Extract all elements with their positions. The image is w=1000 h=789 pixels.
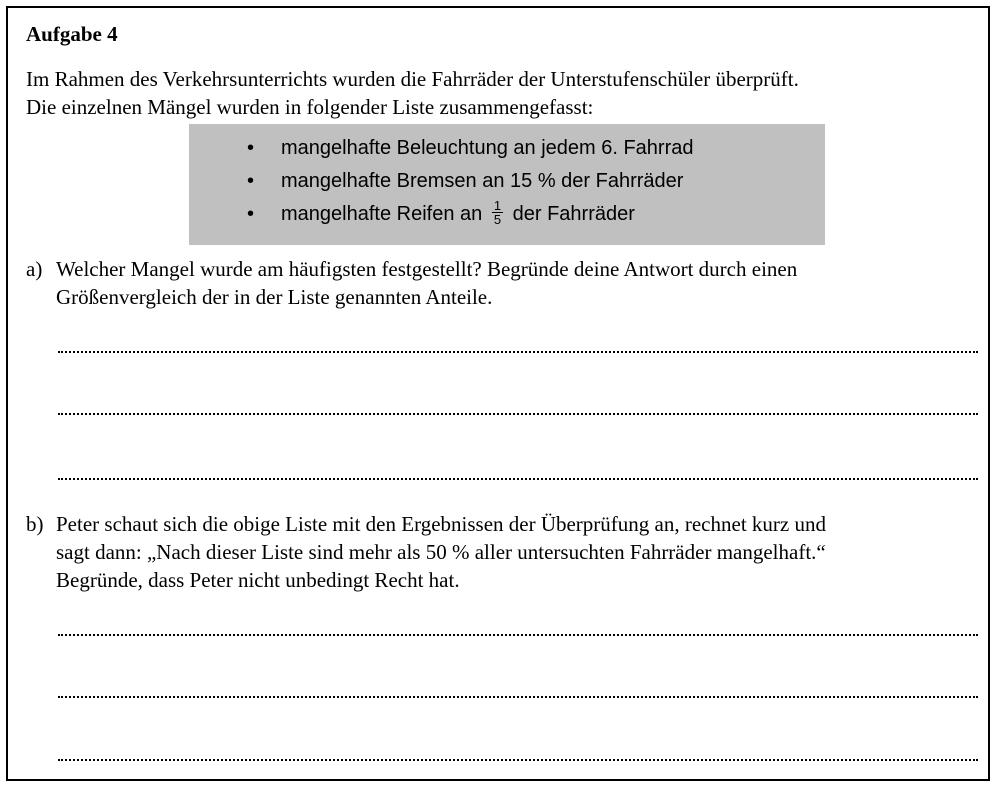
question-b-text xyxy=(56,510,826,594)
question-b xyxy=(26,510,976,594)
defect-item-tires xyxy=(247,198,694,231)
defects-list-box xyxy=(189,124,825,245)
defect-item-text-before: mangelhafte Reifen an xyxy=(281,203,483,225)
intro-text xyxy=(26,65,799,121)
defect-item-brakes xyxy=(247,165,694,198)
task-title: Aufgabe 4 xyxy=(26,22,118,46)
question-b-line-3: Begründe, dass Peter nicht unbedingt Recht hat. xyxy=(56,568,460,592)
question-a-letter: a) xyxy=(26,257,43,281)
question-a-line-1: Welcher Mangel wurde am häufigsten festgestellt? Begründe deine Antwort durch einen xyxy=(56,257,798,281)
answer-line-b-3[interactable] xyxy=(58,759,978,761)
question-b-line-1: Peter schaut sich die obige Liste mit den Ergebnissen der Überprüfung an, rechnet kurz und xyxy=(56,512,826,536)
fraction xyxy=(492,199,503,226)
bullet-icon: • xyxy=(247,170,255,192)
question-b-letter: b) xyxy=(26,512,44,536)
bullet-icon: • xyxy=(247,203,255,225)
task-frame xyxy=(6,6,990,781)
question-a-line-2: Größenvergleich der in der Liste genannten Anteile. xyxy=(56,285,493,309)
defect-item-text: mangelhafte Bremsen an 15 % der Fahrräder xyxy=(281,170,684,192)
intro-line-2: Die einzelnen Mängel wurden in folgender Liste zusammengefasst: xyxy=(26,95,594,119)
defect-item-text-after: der Fahrräder xyxy=(512,203,635,225)
defect-item-lighting xyxy=(247,132,694,165)
defect-item-text: mangelhafte Beleuchtung an jedem 6. Fahrrad xyxy=(281,137,694,159)
answer-line-a-2[interactable] xyxy=(58,413,978,415)
answer-line-b-2[interactable] xyxy=(58,696,978,698)
answer-line-a-1[interactable] xyxy=(58,351,978,353)
answer-line-b-1[interactable] xyxy=(58,634,978,636)
question-a-text xyxy=(56,255,797,311)
answer-line-a-3[interactable] xyxy=(58,478,978,480)
fraction-numerator: 1 xyxy=(493,198,502,214)
question-a xyxy=(26,255,976,311)
question-b-line-2: sagt dann: „Nach dieser Liste sind mehr als 50 % aller untersuchten Fahrräder mangelhaft.“ xyxy=(56,540,826,564)
fraction-denominator: 5 xyxy=(493,212,502,228)
defects-list xyxy=(247,132,694,231)
bullet-icon: • xyxy=(247,137,255,159)
intro-line-1: Im Rahmen des Verkehrsunterrichts wurden die Fahrräder der Unterstufenschüler überprüft. xyxy=(26,67,799,91)
